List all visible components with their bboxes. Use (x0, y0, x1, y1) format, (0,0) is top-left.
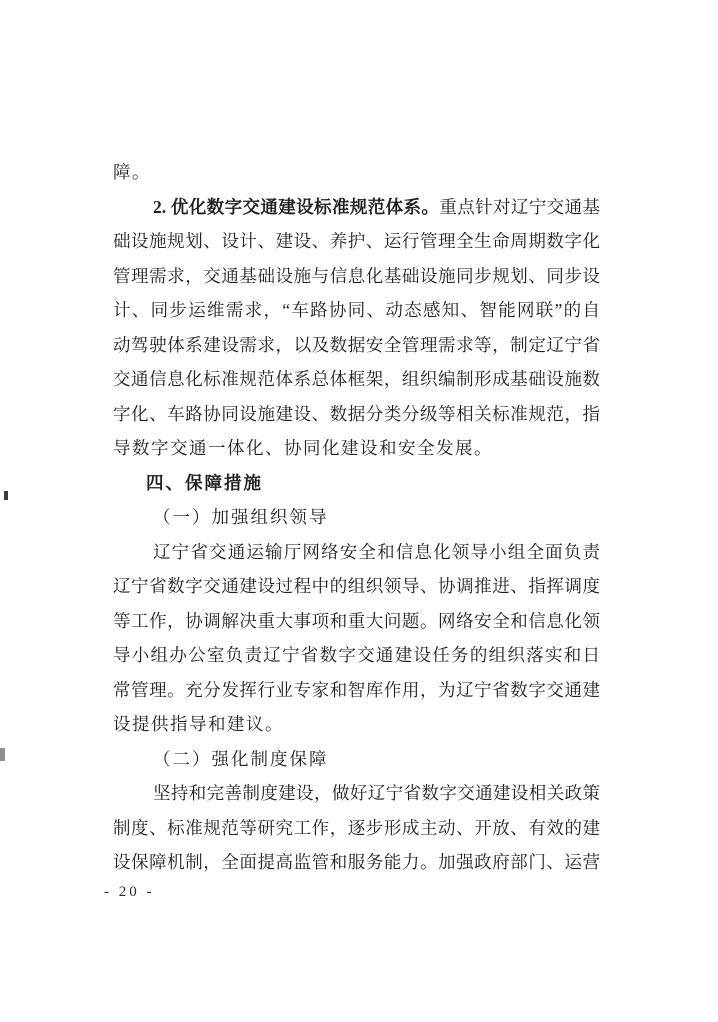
doc-line-text: 字化、车路协同设施建设、数据分类分级等相关标准规范，指 (113, 403, 600, 424)
doc-line-text: 导数字交通一体化、协同化建设和安全发展。 (113, 438, 493, 458)
doc-line-text: 交通信息化标准规范体系总体框架，组织编制形成基础设施数 (113, 369, 600, 389)
doc-line-text: 辽宁省数字交通建设过程中的组织领导、协调推进、指挥调度 (113, 576, 600, 596)
doc-line (113, 638, 600, 673)
doc-line (113, 431, 600, 466)
doc-line-text: 设提供指导和建议。 (113, 714, 284, 734)
doc-line-text: 坚持和完善制度建设，做好辽宁省数字交通建设相关政策 (153, 783, 600, 803)
subsection-heading (113, 500, 600, 535)
page-number: - 20 - (104, 884, 155, 900)
subsection-heading-text: （一）加强组织领导 (153, 507, 329, 527)
doc-line-text: 等工作，协调解决重大事项和重大问题。网络安全和信息化领 (113, 610, 600, 631)
doc-line (113, 811, 600, 846)
doc-line-text: 常管理。充分发挥行业专家和智库作用，为辽宁省数字交通建 (113, 679, 600, 700)
subsection-heading-text: （二）强化制度保障 (153, 748, 329, 769)
section-heading-text: 四、保障措施 (146, 472, 263, 493)
section-heading (113, 466, 600, 501)
doc-line (113, 604, 600, 639)
doc-line-item-heading (113, 190, 600, 225)
document-text-block (113, 155, 600, 880)
doc-line (113, 535, 600, 570)
doc-line-text: 制度、标准规范等研究工作，逐步形成主动、开放、有效的建 (113, 817, 600, 838)
doc-line (113, 293, 600, 328)
doc-line (113, 224, 600, 259)
doc-line (113, 328, 600, 363)
doc-line (113, 362, 600, 397)
doc-line-text: 重点针对辽宁交通基 (439, 196, 601, 217)
doc-line (113, 397, 600, 432)
doc-line (113, 259, 600, 294)
doc-line (113, 569, 600, 604)
doc-line (113, 673, 600, 708)
scan-artifact-mark (4, 491, 8, 500)
doc-line-text: 障。 (113, 162, 151, 182)
doc-line-text: 管理需求，交通基础设施与信息化基础设施同步规划、同步设 (113, 265, 600, 286)
doc-line-text: 动驾驶体系建设需求，以及数据安全管理需求等，制定辽宁省 (113, 334, 600, 355)
doc-line-text: 辽宁省交通运输厅网络安全和信息化领导小组全面负责 (153, 541, 600, 562)
doc-line (113, 155, 600, 190)
item-title-text: 2. 优化数字交通建设标准规范体系。 (153, 196, 440, 217)
doc-line (113, 776, 600, 811)
doc-line-text: 设保障机制，全面提高监管和服务能力。加强政府部门、运营 (113, 852, 600, 872)
doc-line-text: 础设施规划、设计、建设、养护、运行管理全生命周期数字化 (113, 231, 600, 251)
doc-line (113, 845, 600, 880)
subsection-heading (113, 742, 600, 777)
doc-line-text: 计、同步运维需求，“车路协同、动态感知、智能网联”的自 (113, 300, 600, 320)
scan-artifact-mark (0, 748, 5, 761)
doc-line (113, 707, 600, 742)
doc-line-text: 导小组办公室负责辽宁省数字交通建设任务的组织落实和日 (113, 645, 600, 665)
